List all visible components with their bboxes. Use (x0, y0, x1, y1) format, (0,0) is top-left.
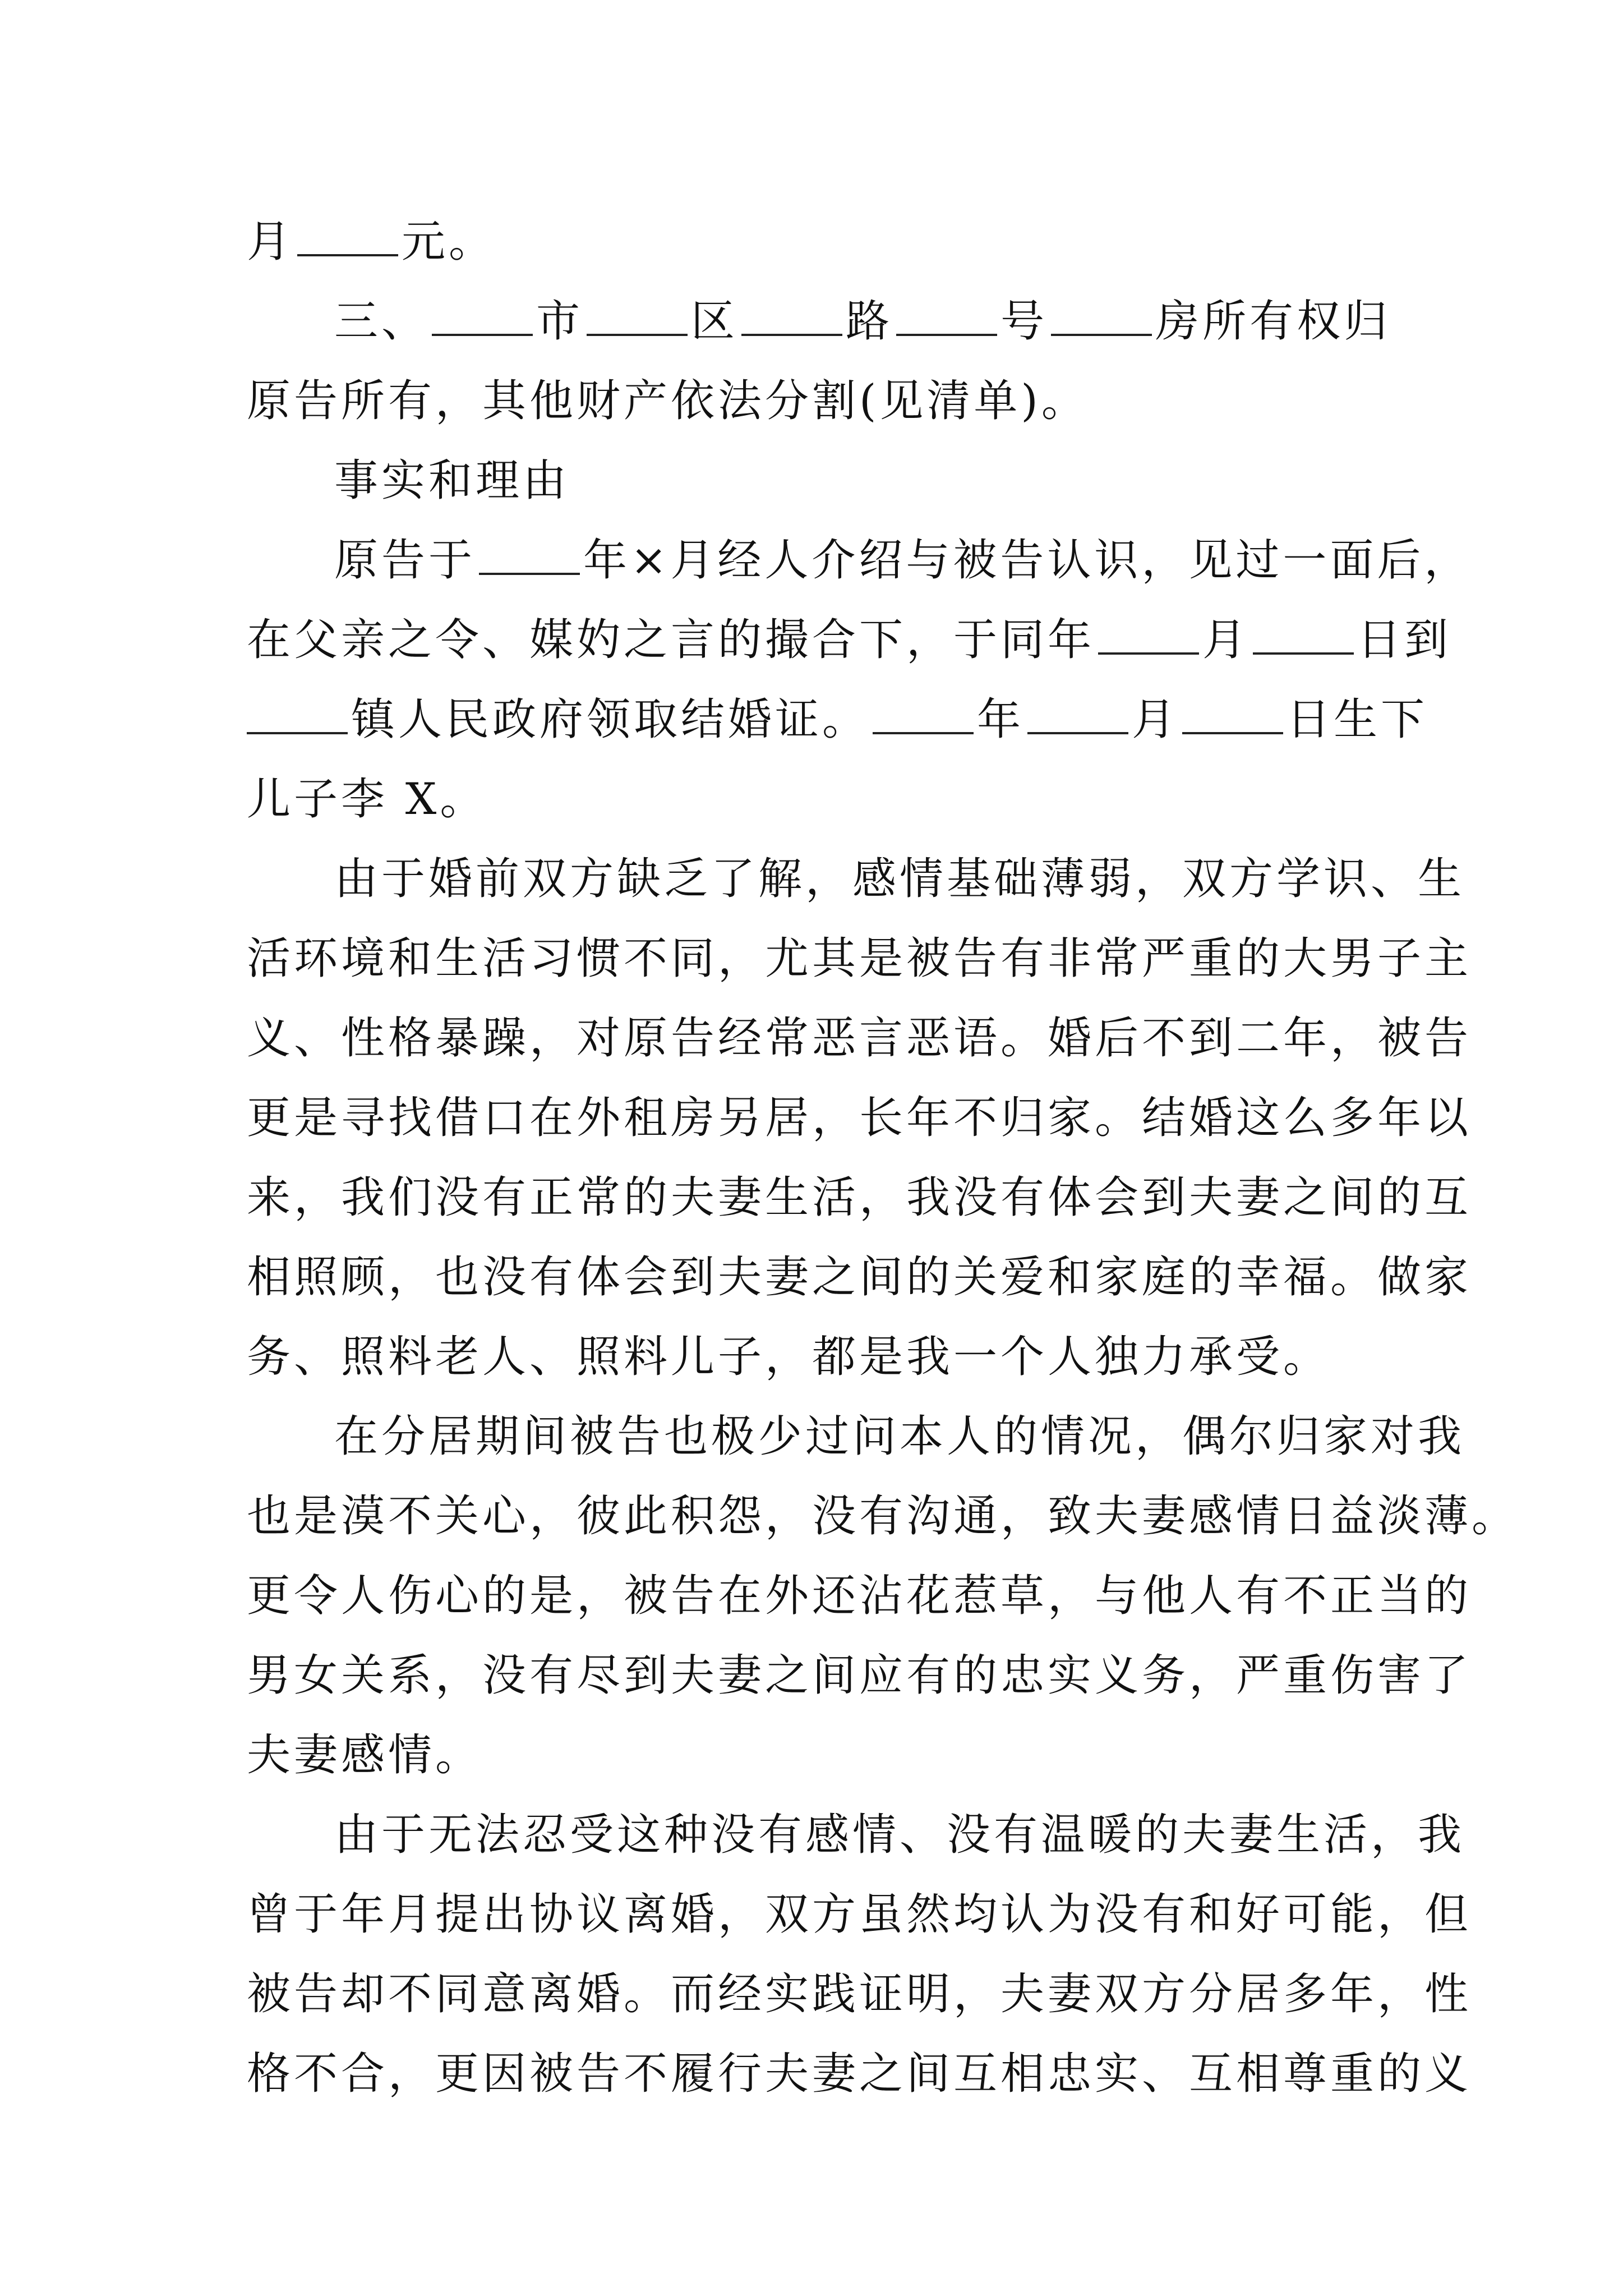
text-segment: 事实和理由 (334, 455, 570, 506)
text-segment: 被告却不同意离婚。而经实践证明，夫妻双方分居多年，性 (247, 1969, 1472, 2019)
text-segment: 由于婚前双方缺乏了解，感情基础薄弱，双方学识、生 (334, 854, 1465, 904)
text-line (247, 2035, 1472, 2113)
text-line (334, 840, 1465, 918)
text-segment: 月 (1132, 694, 1179, 745)
text-segment: 男女关系，没有尽到夫妻之间应有的忠实义务，严重伤害了 (247, 1650, 1472, 1701)
text-segment: 格不合，更因被告不履行夫妻之间互相忠实、互相尊重的义 (247, 2049, 1472, 2099)
fill-in-blank (1098, 609, 1199, 655)
text-segment: 日生下 (1287, 694, 1428, 745)
fill-in-blank (432, 290, 533, 336)
fill-in-blank (587, 290, 688, 336)
text-segment: 市 (536, 296, 584, 347)
text-segment: 更令人伤心的是，被告在外还沾花惹草，与他人有不正当的 (247, 1571, 1472, 1621)
text-segment: 原告于 (334, 535, 476, 586)
section-heading (334, 441, 1394, 520)
text-line (247, 1557, 1472, 1635)
text-segment: 年 (977, 694, 1025, 745)
text-segment: 日到 (1357, 615, 1452, 665)
text-segment: 儿子李 X。 (247, 774, 487, 825)
text-segment: 也是漠不关心，彼此积怨，没有沟通，致夫妻感情日益淡薄。 (247, 1491, 1519, 1542)
text-line (247, 1636, 1472, 1715)
text-line (247, 1318, 1391, 1396)
text-line (247, 362, 1391, 440)
text-line (247, 1875, 1472, 1954)
fill-in-blank (1027, 688, 1128, 734)
text-segment: 路 (846, 296, 893, 347)
text-line (247, 1716, 1391, 1795)
text-line (247, 203, 1391, 281)
text-line (247, 1477, 1519, 1556)
text-line (334, 521, 1472, 600)
text-line (247, 760, 1391, 839)
fill-in-blank (1182, 688, 1283, 734)
text-segment: 在父亲之令、媒妁之言的撮合下，于同年 (247, 615, 1095, 665)
text-segment: 在分居期间被告也极少过问本人的情况，偶尔归家对我 (334, 1411, 1465, 1462)
text-segment: 元。 (402, 217, 496, 267)
text-segment: 夫妻感情。 (247, 1730, 483, 1780)
text-segment: 镇人民政府领取结婚证。 (351, 694, 870, 745)
fill-in-blank (1051, 290, 1152, 336)
text-line (334, 282, 1394, 361)
text-segment: 号 (1000, 296, 1048, 347)
text-segment: 月 (247, 217, 294, 267)
fill-in-blank (479, 529, 580, 575)
fill-in-blank (896, 290, 997, 336)
text-segment: 房所有权归 (1155, 296, 1391, 347)
text-line (247, 1238, 1472, 1317)
text-line (334, 1397, 1465, 1476)
text-segment: 月 (1202, 615, 1250, 665)
text-line (247, 680, 1428, 759)
text-segment: 活环境和生活习惯不同，尤其是被告有非常严重的大男子主 (247, 933, 1472, 984)
text-line (334, 1796, 1465, 1874)
text-segment: 相照顾，也没有体会到夫妻之间的关爱和家庭的幸福。做家 (247, 1252, 1472, 1303)
fill-in-blank (297, 210, 398, 256)
fill-in-blank (247, 688, 348, 734)
text-line (247, 601, 1452, 679)
text-segment: 更是寻找借口在外租房另居，长年不归家。结婚这么多年以 (247, 1093, 1472, 1143)
text-segment: 原告所有，其他财产依法分割(见清单)。 (247, 376, 1089, 426)
text-line (247, 999, 1472, 1078)
text-segment: 义、性格暴躁，对原告经常恶言恶语。婚后不到二年，被告 (247, 1013, 1472, 1064)
text-segment: 年×月经人介绍与被告认识，见过一面后， (583, 535, 1472, 586)
fill-in-blank (741, 290, 842, 336)
text-segment: 三、 (334, 296, 429, 347)
text-segment: 来，我们没有正常的夫妻生活，我没有体会到夫妻之间的互 (247, 1172, 1472, 1223)
fill-in-blank (1253, 609, 1354, 655)
text-segment: 由于无法忍受这种没有感情、没有温暖的夫妻生活，我 (334, 1810, 1465, 1860)
text-segment: 务、照料老人、照料儿子，都是我一个人独力承受。 (247, 1332, 1331, 1382)
text-line (247, 919, 1472, 998)
text-line (247, 1158, 1472, 1237)
fill-in-blank (873, 688, 974, 734)
text-line (247, 1079, 1472, 1157)
text-segment: 曾于年月提出协议离婚，双方虽然均认为没有和好可能，但 (247, 1889, 1472, 1940)
text-line (247, 1955, 1472, 2033)
text-segment: 区 (691, 296, 739, 347)
